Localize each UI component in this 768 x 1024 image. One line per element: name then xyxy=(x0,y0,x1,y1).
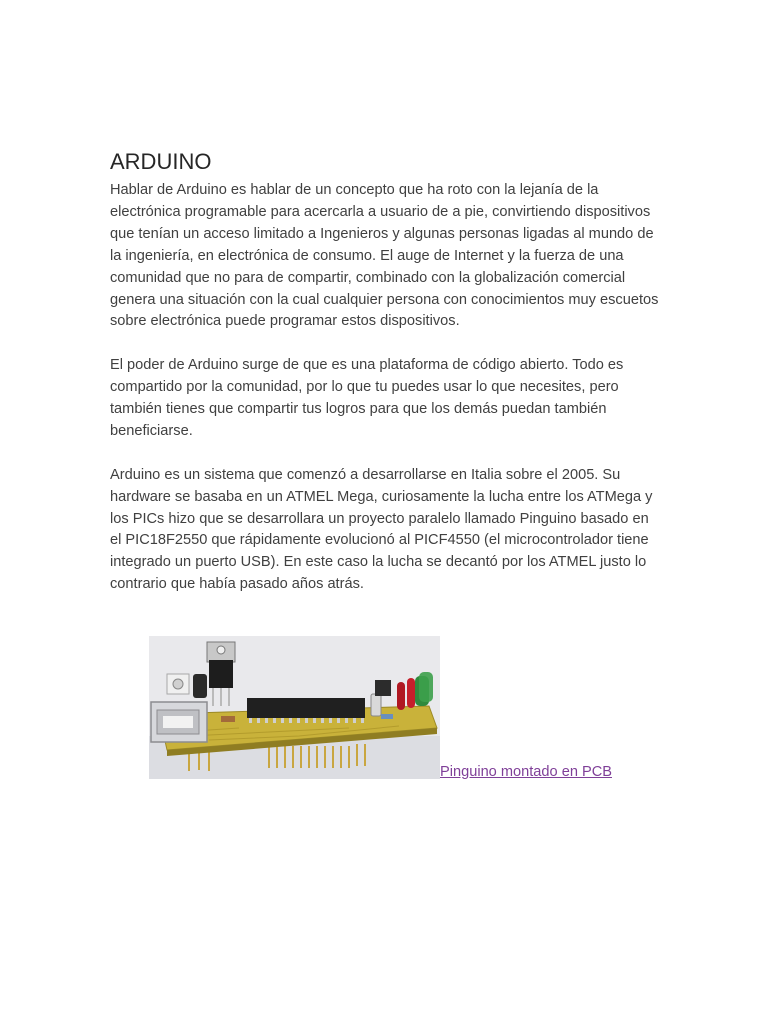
pcb-caption-link[interactable]: Pinguino montado en PCB xyxy=(440,764,612,780)
paragraph-intro: Hablar de Arduino es hablar de un concepto que ha roto con la lejanía de la electrónica programable para acercarla a usuario de a pie, convirtiendo dispositivos que tenían un acceso limitado a Ingenieros y algunas personas ligadas al mundo de la ingeniería, en electrónica de consumo. El auge de Internet y la fuerza de una comunidad que no para de compartir, combinado con la globalización comercial genera una situación con la cual cualquier persona con conocimientos muy escuetos sobre electrónica puede programar estos dispositivos. xyxy=(110,182,659,330)
figure xyxy=(149,636,612,779)
paragraph-history: Arduino es un sistema que comenzó a desarrollarse en Italia sobre el 2005. Su hardware se basaba en un ATMEL Mega, curiosamente la lucha entre los ATMega y los PICs hizo que se desarrollara un proyecto paralelo llamado Pinguino basado en el PIC18F2550 que rápidamente evolucionó al PICF4550 (el microcontrolador tiene integrado un puerto USB). En este caso la lucha se decantó por los ATMEL justo lo contrario que había pasado años atrás. xyxy=(110,466,653,593)
document-body xyxy=(110,148,660,618)
paragraph-open-source: El poder de Arduino surge de que es una plataforma de código abierto. Todo es compartido por la comunidad, por lo que tu puedes usar lo que necesites, pero también tienes que compartir tus logros para que los demás puedan también beneficiarse. xyxy=(110,357,624,439)
pinguino-pcb-photo xyxy=(149,636,440,779)
page-title: ARDUINO xyxy=(110,149,212,174)
